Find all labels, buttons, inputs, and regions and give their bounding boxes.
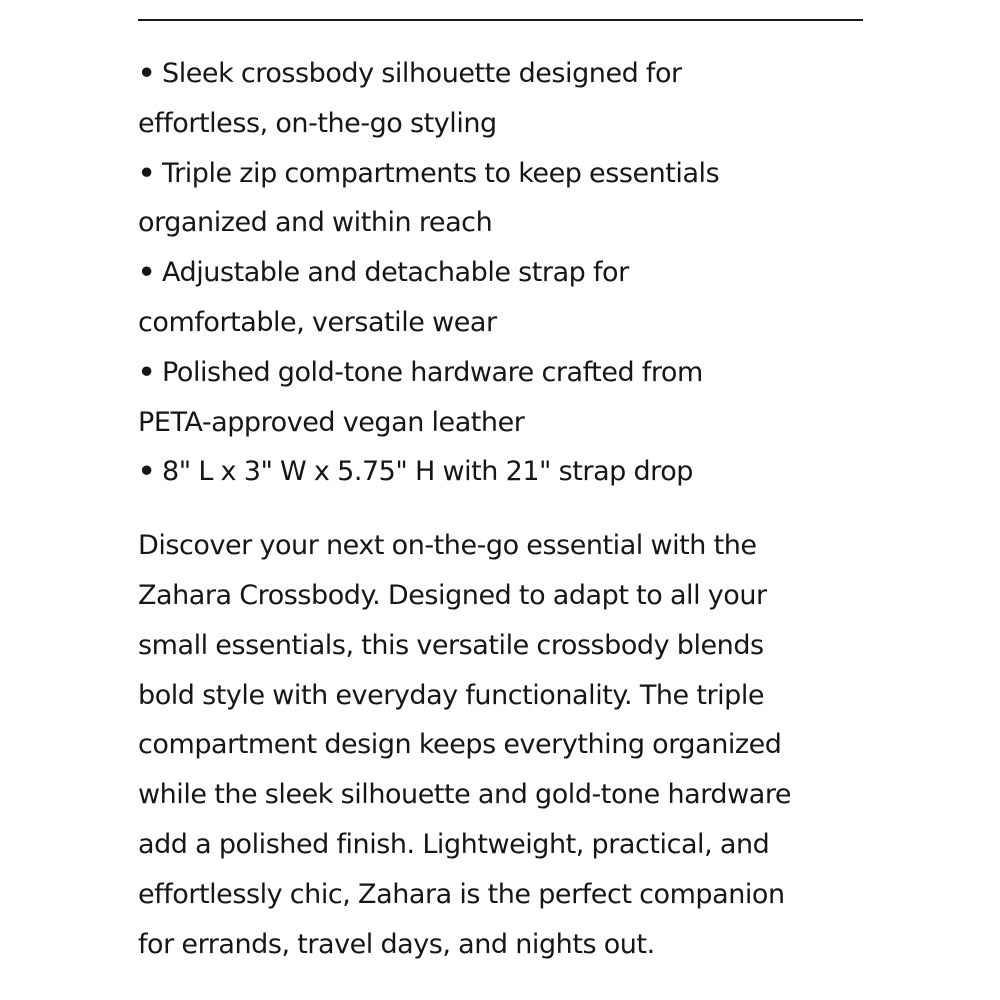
feature-item xyxy=(138,49,868,149)
description-line: while the sleek silhouette and gold-tone hardware xyxy=(138,779,792,811)
bullet-icon: • xyxy=(138,58,155,89)
description-line: for errands, travel days, and nights out. xyxy=(138,928,655,960)
feature-text: 8" L x 3" W x 5.75" H with 21" strap drop xyxy=(162,456,693,488)
description-line: effortlessly chic, Zahara is the perfect companion xyxy=(138,878,785,910)
feature-text-continued: PETA-approved vegan leather xyxy=(138,406,525,438)
feature-text-continued: organized and within reach xyxy=(138,207,493,239)
description-line: small essentials, this versatile crossbody blends xyxy=(138,629,764,661)
description-line: Zahara Crossbody. Designed to adapt to all your xyxy=(138,579,767,611)
feature-list xyxy=(138,49,868,497)
feature-text-continued: effortless, on-the-go styling xyxy=(138,107,497,139)
feature-text: Polished gold-tone hardware crafted from xyxy=(162,356,703,388)
feature-item xyxy=(138,149,868,249)
product-details xyxy=(138,49,868,969)
bullet-icon: • xyxy=(138,257,155,289)
bullet-icon: • xyxy=(138,456,155,488)
feature-item xyxy=(138,348,868,448)
product-description xyxy=(138,521,868,969)
feature-text-continued: comfortable, versatile wear xyxy=(138,306,497,338)
feature-text: Triple zip compartments to keep essentials xyxy=(162,157,720,189)
bullet-icon: • xyxy=(138,157,155,189)
feature-text: Sleek crossbody silhouette designed for xyxy=(162,58,682,89)
feature-item xyxy=(138,447,868,497)
description-line: bold style with everyday functionality. The triple xyxy=(138,679,765,711)
feature-item xyxy=(138,248,868,348)
description-line: compartment design keeps everything organized xyxy=(138,729,782,761)
description-line: add a polished finish. Lightweight, practical, and xyxy=(138,828,770,860)
feature-text: Adjustable and detachable strap for xyxy=(162,257,629,289)
bullet-icon: • xyxy=(138,356,155,388)
top-divider xyxy=(138,19,863,21)
description-line: Discover your next on-the-go essential with the xyxy=(138,530,757,562)
